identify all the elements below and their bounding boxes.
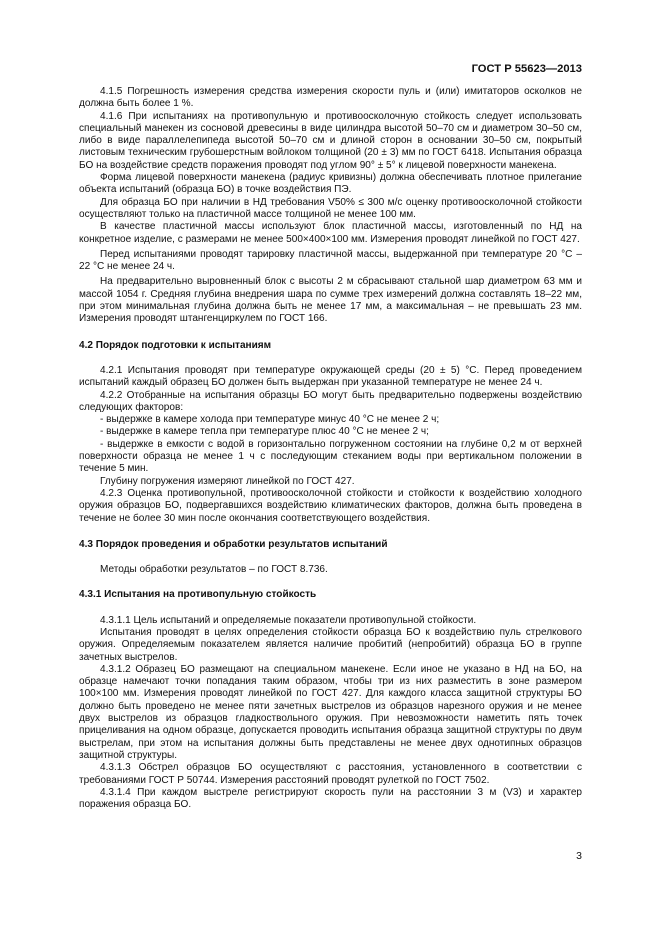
paragraph: Глубину погружения измеряют линейкой по ГОСТ 427. — [100, 475, 355, 487]
subsection-heading: 4.3.1 Испытания на противопульную стойкость — [79, 589, 317, 601]
paragraph: Для образца БО при наличии в НД требования V50% ≤ 300 м/с оценку противоосколочной стойкости осуществляют только на пластичной массе толщиной не менее 100 мм. — [79, 196, 582, 220]
paragraph: 4.3.1.1 Цель испытаний и определяемые показатели противопульной стойкости. — [100, 614, 477, 626]
list-item: - выдержке в камере холода при температуре минус 40 °С не менее 2 ч; — [100, 414, 440, 426]
paragraph: 4.1.5 Погрешность измерения средства измерения скорости пуль и (или) имитаторов осколков не должна быть более 1 %. — [79, 86, 582, 110]
page-number: 3 — [576, 850, 582, 862]
paragraph: 4.2.1 Испытания проводят при температуре окружающей среды (20 ± 5) °С. Перед проведением испытаний каждый образец БО должен быть выдержан при указанной температуре не менее 24 ч. — [79, 364, 582, 389]
document-body — [79, 86, 582, 811]
paragraph: 4.3.1.2 Образец БО размещают на специальном манекене. Если иное не указано в НД на БО, на образце намечают точки попадания таким образом, чтобы три из них разместить в зоне размером 100×100 мм. Измерения проводят линейкой по ГОСТ 427. Для каждого класса защитной структуры БО должно быть проведено не менее пяти зачетных выстрелов из образцов нарезного оружия и не менее двух выстрелов из образцов гладкоствольного оружия. При невозможности наметить пять точек прицеливания на одном образце, допускается проводить испытания образца защитной структуры по двум выстрелам, при этом на испытания должны быть представлены не менее двух однотипных образцов защитной структуры. — [79, 663, 582, 761]
document-header: ГОСТ Р 55623—2013 — [471, 63, 582, 75]
paragraph: 4.1.6 При испытаниях на противопульную и противоосколочную стойкость следует использовать специальный манекен из сосновой древесины в виде цилиндра высотой 50–70 см и диаметром 30–50 см, либо в виде параллелепипеда высотой 50–70 см и длиной сторон в основании 30–50 см, покрытый листовым техническим грубошерстным войлоком толщиной (20 ± 3) мм по ГОСТ 6418. Испытания образца БО на воздействие средств поражения проводят под углом 90° ± 5° к лицевой поверхности манекена. — [79, 110, 582, 171]
list-item: - выдержке в камере тепла при температуре плюс 40 °С не менее 2 ч; — [100, 426, 429, 438]
section-heading: 4.2 Порядок подготовки к испытаниям — [79, 339, 272, 351]
paragraph: Перед испытаниями проводят тарировку пластичной массы, выдержанной при температуре 20 °С – 22 °С не менее 24 ч. — [79, 248, 582, 273]
paragraph: В качестве пластичной массы используют блок пластичной массы, изготовленный по НД на конкретное изделие, с размерами не менее 500×400×100 мм. Измерения проводят линейкой по ГОСТ 427. — [79, 221, 582, 245]
paragraph: Форма лицевой поверхности манекена (радиус кривизны) должна обеспечивать плотное прилегание объекта испытаний (образца БО) в точке воздействия ПЭ. — [79, 172, 582, 196]
section-heading: 4.3 Порядок проведения и обработки результатов испытаний — [79, 538, 388, 550]
paragraph: Испытания проводят в целях определения стойкости образца БО к воздействию пуль стрелкового оружия. Определяемым показателем является наличие пробитий (непробитий) образца БО в группе зачетных выстрелов. — [79, 626, 582, 663]
paragraph: 4.3.1.4 При каждом выстреле регистрируют скорость пули на расстоянии 3 м (V3) и характер поражения образца БО. — [79, 786, 582, 811]
paragraph: 4.2.2 Отобранные на испытания образцы БО могут быть предварительно подвержены воздействию следующих факторов: — [79, 389, 582, 413]
paragraph: Методы обработки результатов – по ГОСТ 8.736. — [100, 564, 328, 576]
paragraph: На предварительно выровненный блок с высоты 2 м сбрасывают стальной шар диаметром 63 мм и массой 1054 г. Средняя глубина внедрения шара по сумме трех измерений должна составлять 18–22 мм, при этом минимальная глубина должна быть не менее 17 мм, а максимальная – не превышать 23 мм. Измерения проводят штангенциркулем по ГОСТ 166. — [79, 276, 582, 325]
list-item: - выдержке в емкости с водой в горизонтально погруженном состоянии на глубине 0,2 м от верхней поверхности образца не менее 1 ч с последующим стеканием воды при вертикальном положении в течение 5 мин. — [79, 438, 582, 475]
paragraph: 4.2.3 Оценка противопульной, противоосколочной стойкости и стойкости к воздействию холодного оружия образцов БО, подвергавшихся воздействию климатических факторов, должна быть проведена в течение не более 30 мин после окончания соответствующего воздействия. — [79, 487, 582, 524]
paragraph: 4.3.1.3 Обстрел образцов БО осуществляют с расстояния, установленного в соответствии с требованиями ГОСТ Р 50744. Измерения расстояний проводят рулеткой по ГОСТ 7502. — [79, 762, 582, 786]
